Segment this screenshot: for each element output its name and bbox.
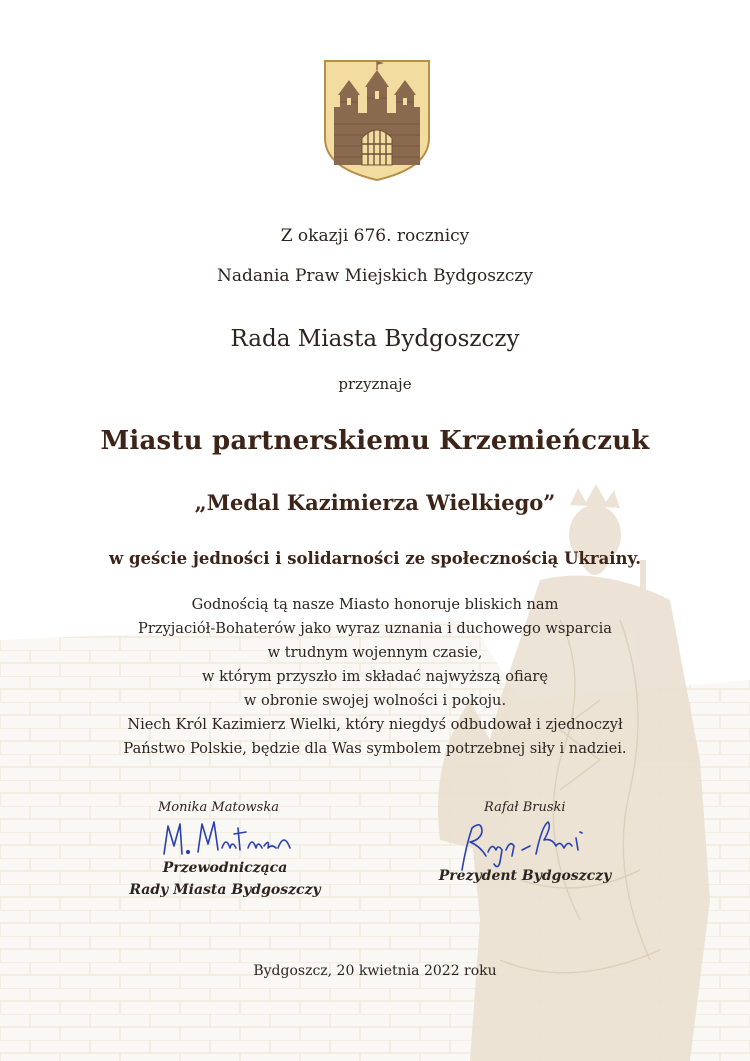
medal-name: „Medal Kazimierza Wielkiego”	[194, 490, 556, 515]
recipient-title: Miastu partnerskiemu Krzemieńczuk	[100, 426, 650, 456]
left-handwritten-signature	[160, 818, 295, 860]
date-place-footer: Bydgoszcz, 20 kwietnia 2022 roku	[253, 963, 497, 979]
right-signatory-role: Prezydent Bydgoszczy	[438, 868, 612, 884]
left-signatory-role-line-1: Przewodnicząca	[162, 860, 288, 876]
citation-line: w trudnym wojennym czasie,	[267, 644, 483, 661]
occasion-line-2: Nadania Praw Miejskich Bydgoszczy	[217, 266, 533, 286]
council-name: Rada Miasta Bydgoszczy	[230, 326, 520, 352]
bydgoszcz-coat-of-arms-icon	[322, 58, 432, 183]
occasion-line-1: Z okazji 676. rocznicy	[280, 226, 470, 246]
citation-line: Przyjaciół-Bohaterów jako wyraz uznania i duchowego wsparcia	[138, 620, 612, 637]
citation-line: Państwo Polskie, będzie dla Was symbolem potrzebnej siły i nadziei.	[123, 740, 627, 757]
awards-verb: przyznaje	[338, 375, 412, 393]
citation-line: Godnością tą nasze Miasto honoruje bliskich nam	[191, 596, 559, 613]
right-handwritten-signature	[452, 816, 597, 876]
citation-line: Niech Król Kazimierz Wielki, który niegdyś odbudował i zjednoczył	[127, 716, 623, 733]
left-signatory-name: Monika Matowska	[158, 800, 279, 815]
citation-line: w obronie swojej wolności i pokoju.	[243, 692, 507, 709]
gesture-line: w geście jedności i solidarności ze społecznością Ukrainy.	[109, 549, 641, 568]
right-signatory-name: Rafał Bruski	[484, 800, 566, 815]
citation-line: w którym przyszło im składać najwyższą ofiarę	[201, 668, 549, 685]
left-signatory-role-line-2: Rady Miasta Bydgoszczy	[129, 882, 321, 898]
